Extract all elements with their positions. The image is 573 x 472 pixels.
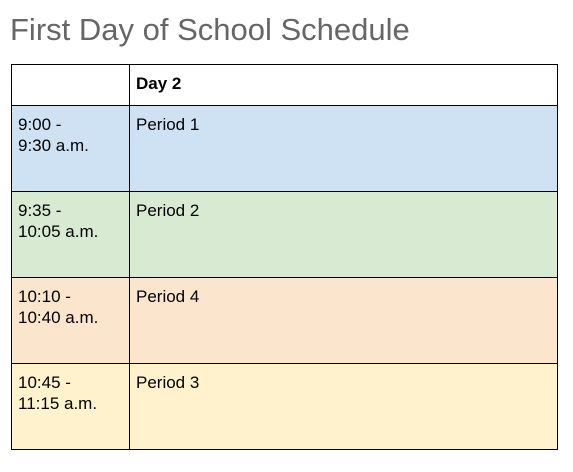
- time-start: 10:10 -: [18, 287, 71, 306]
- period-cell: Period 2: [130, 192, 558, 278]
- time-cell: [12, 106, 130, 192]
- table-row: [12, 106, 558, 192]
- time-end: 11:15 a.m.: [18, 394, 98, 413]
- time-cell: [12, 364, 130, 450]
- time-start: 9:35 -: [18, 201, 62, 220]
- period-cell: Period 3: [130, 364, 558, 450]
- table-row: [12, 364, 558, 450]
- day-column-header: Day 2: [130, 65, 558, 106]
- time-start: 9:00 -: [18, 115, 62, 134]
- table-header-row: [12, 65, 558, 106]
- page-title: First Day of School Schedule: [10, 12, 410, 47]
- time-end: 10:40 a.m.: [18, 308, 99, 327]
- schedule-table: [11, 64, 558, 450]
- period-cell: Period 4: [130, 278, 558, 364]
- time-start: 10:45 -: [18, 373, 71, 392]
- time-end: 10:05 a.m.: [18, 222, 99, 241]
- time-column-header: [12, 65, 130, 106]
- time-cell: [12, 278, 130, 364]
- time-end: 9:30 a.m.: [18, 136, 89, 155]
- table-row: [12, 278, 558, 364]
- table-row: [12, 192, 558, 278]
- time-cell: [12, 192, 130, 278]
- period-cell: Period 1: [130, 106, 558, 192]
